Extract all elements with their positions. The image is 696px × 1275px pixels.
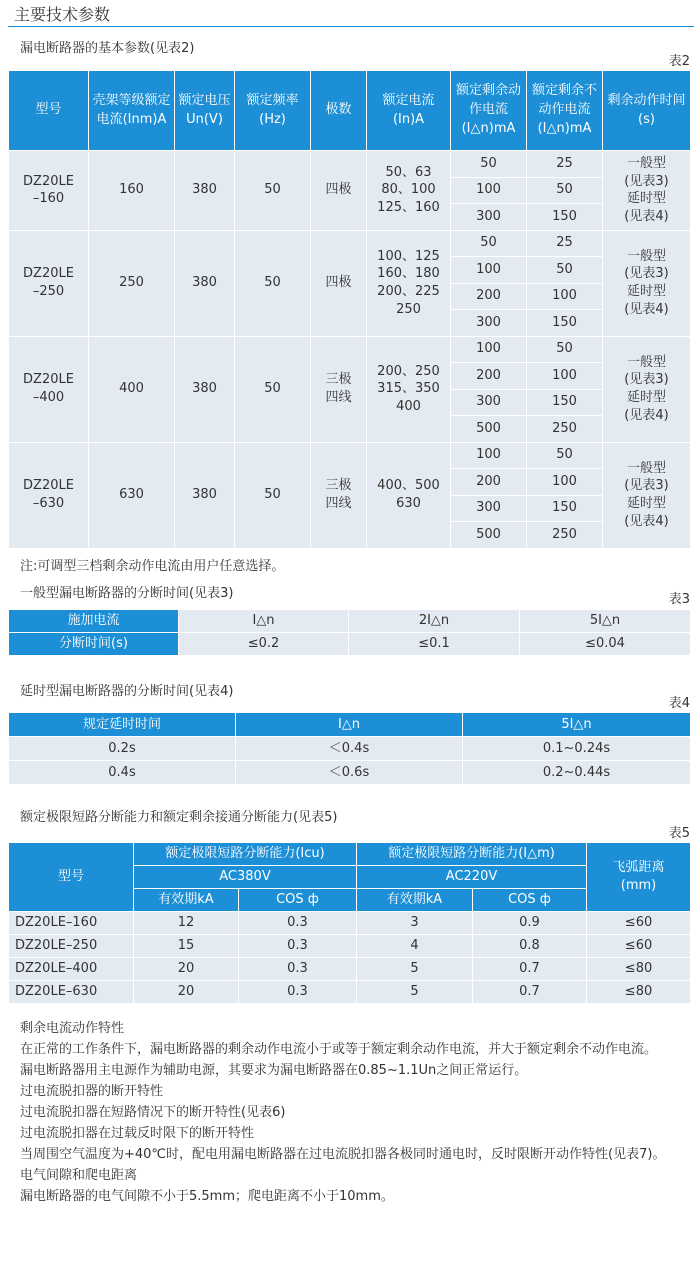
- t4-cell: 0.2s: [9, 737, 236, 761]
- t5-cell: 3: [357, 912, 473, 935]
- title-divider: [8, 26, 694, 27]
- t2-cell-model: DZ20LE –250: [9, 230, 89, 336]
- t5-cell: 0.3: [239, 981, 357, 1004]
- paragraph: 电气间隙和爬电距离: [20, 1168, 138, 1183]
- t2-cell-residual-time: 一般型 (见表3) 延时型 (见表4): [603, 442, 691, 548]
- t2-cell-freq: 50: [235, 230, 311, 336]
- t5-header-ka2: 有效期kA: [357, 889, 473, 912]
- t2-header-voltage: 额定电压Un(V): [175, 71, 235, 151]
- t2-cell-model: DZ20LE –160: [9, 151, 89, 231]
- t3-r2-c3: ≤0.04: [520, 633, 691, 656]
- t2-row: [9, 151, 691, 178]
- t5-cell: 20: [134, 981, 239, 1004]
- t3-r1-c3: 5I△n: [520, 610, 691, 633]
- t5-header-arc: 飞弧距离 (mm): [587, 843, 691, 912]
- t2-cell-residual-non-action: 100: [527, 363, 603, 390]
- t2-cell-residual-action: 500: [451, 522, 527, 549]
- t2-cell-poles: 三极 四线: [311, 442, 367, 548]
- t2-cell-freq: 50: [235, 442, 311, 548]
- table5: [8, 842, 691, 1004]
- paragraph: 漏电断路器的电气间隙不小于5.5mm；爬电距离不小于10mm。: [20, 1189, 394, 1204]
- t5-header-ac380: AC380V: [134, 866, 357, 889]
- t2-cell-residual-non-action: 50: [527, 336, 603, 363]
- t2-cell-poles: 四极: [311, 151, 367, 231]
- paragraph: 漏电断路器用主电源作为辅助电源，其要求为漏电断路器在0.85~1.1Un之间正常运行。: [20, 1063, 528, 1078]
- t2-cell-voltage: 380: [175, 442, 235, 548]
- t2-cell-current: 100、125 160、180 200、225 250: [367, 230, 451, 336]
- t5-cell: 5: [357, 981, 473, 1004]
- t2-cell-voltage: 380: [175, 151, 235, 231]
- table3: [8, 609, 691, 656]
- t2-cell-residual-non-action: 25: [527, 151, 603, 178]
- t2-cell-residual-action: 300: [451, 495, 527, 522]
- t2-cell-residual-action: 200: [451, 469, 527, 496]
- t2-header-residual-action: 额定剩余动作电流(I△n)mA: [451, 71, 527, 151]
- t2-cell-residual-action: 200: [451, 283, 527, 310]
- table4-body: [9, 737, 691, 785]
- t4-cell: 0.4s: [9, 761, 236, 785]
- t5-cell: 0.9: [473, 912, 587, 935]
- t5-header-cos2: COS ф: [473, 889, 587, 912]
- t2-cell-residual-non-action: 50: [527, 442, 603, 469]
- t2-cell-residual-non-action: 100: [527, 283, 603, 310]
- t2-header-residual-time: 剩余动作时间(s): [603, 71, 691, 151]
- t2-cell-residual-action: 100: [451, 177, 527, 204]
- t3-r2-c0: 分断时间(s): [9, 633, 179, 656]
- t5-header-ac220: AC220V: [357, 866, 587, 889]
- t4-cell: 0.1~0.24s: [463, 737, 691, 761]
- page-title: 主要技术参数: [14, 5, 111, 24]
- t3-r1-c0: 施加电流: [9, 610, 179, 633]
- t2-cell-residual-action: 500: [451, 416, 527, 443]
- t2-cell-residual-action: 50: [451, 151, 527, 178]
- t2-cell-residual-time: 一般型 (见表3) 延时型 (见表4): [603, 230, 691, 336]
- paragraph: 当周围空气温度为+40℃时，配电用漏电断路器在过电流脱扣器各极同时通电时，反时限断开动作特性(见表7)。: [20, 1147, 666, 1162]
- t5-cell: 0.7: [473, 958, 587, 981]
- t2-cell-residual-non-action: 150: [527, 204, 603, 231]
- t2-cell-freq: 50: [235, 336, 311, 442]
- description-text: [20, 1018, 686, 1207]
- t4-header-5idn: 5I△n: [463, 713, 691, 737]
- paragraph: 过电流脱扣器的断开特性: [20, 1084, 164, 1099]
- t2-cell-frame: 250: [89, 230, 175, 336]
- t5-cell: 0.3: [239, 912, 357, 935]
- paragraph: 过电流脱扣器在短路情况下的断开特性(见表6): [20, 1105, 286, 1120]
- t2-cell-frame: 160: [89, 151, 175, 231]
- t2-cell-residual-action: 100: [451, 442, 527, 469]
- t2-cell-freq: 50: [235, 151, 311, 231]
- t2-cell-residual-non-action: 250: [527, 416, 603, 443]
- paragraph: 过电流脱扣器在过载反时限下的断开特性: [20, 1126, 255, 1141]
- t5-cell: DZ20LE–160: [9, 912, 134, 935]
- t3-r2-c1: ≤0.2: [179, 633, 349, 656]
- t2-header-poles: 极数: [311, 71, 367, 151]
- t4-row: [9, 761, 691, 785]
- t2-cell-poles: 四极: [311, 230, 367, 336]
- t5-cell: ≤60: [587, 935, 691, 958]
- table2: [8, 70, 691, 549]
- t2-cell-frame: 400: [89, 336, 175, 442]
- t2-cell-model: DZ20LE –400: [9, 336, 89, 442]
- t4-header-idn: I△n: [236, 713, 463, 737]
- t2-cell-residual-non-action: 150: [527, 310, 603, 337]
- t2-cell-residual-action: 300: [451, 204, 527, 231]
- table4-caption: 延时型漏电断路器的分断时间(见表4): [20, 684, 234, 699]
- table2-note: 注:可调型三档剩余动作电流由用户任意选择。: [20, 559, 285, 574]
- t4-row: [9, 737, 691, 761]
- t3-r1-c1: I△n: [179, 610, 349, 633]
- t2-cell-model: DZ20LE –630: [9, 442, 89, 548]
- t2-cell-voltage: 380: [175, 230, 235, 336]
- t3-r2-c2: ≤0.1: [349, 633, 520, 656]
- t5-row: [9, 935, 691, 958]
- t2-cell-residual-time: 一般型 (见表3) 延时型 (见表4): [603, 336, 691, 442]
- table4-label: 表4: [668, 696, 690, 711]
- paragraph: 在正常的工作条件下，漏电断路器的剩余动作电流小于或等于额定剩余动作电流，并大于额定剩余不动作电流。: [20, 1042, 658, 1057]
- t2-cell-residual-action: 100: [451, 257, 527, 284]
- t2-cell-residual-non-action: 250: [527, 522, 603, 549]
- table5-label: 表5: [668, 826, 690, 841]
- t2-cell-voltage: 380: [175, 336, 235, 442]
- table3-label: 表3: [668, 592, 690, 607]
- t5-cell: ≤80: [587, 981, 691, 1004]
- t5-cell: DZ20LE–250: [9, 935, 134, 958]
- t5-cell: 4: [357, 935, 473, 958]
- t5-cell: 0.8: [473, 935, 587, 958]
- t2-cell-residual-action: 100: [451, 336, 527, 363]
- t5-header-im: 额定极限短路分断能力(I△m): [357, 843, 587, 866]
- t5-header-icu: 额定极限短路分断能力(Icu): [134, 843, 357, 866]
- table4: [8, 712, 691, 785]
- t2-cell-residual-action: 200: [451, 363, 527, 390]
- t2-header-model: 型号: [9, 71, 89, 151]
- t5-cell: 20: [134, 958, 239, 981]
- t2-cell-residual-time: 一般型 (见表3) 延时型 (见表4): [603, 151, 691, 231]
- t2-cell-residual-non-action: 25: [527, 230, 603, 257]
- t5-cell: 0.7: [473, 981, 587, 1004]
- t2-header-freq: 额定频率(Hz): [235, 71, 311, 151]
- t2-row: [9, 230, 691, 257]
- t2-cell-current: 400、500 630: [367, 442, 451, 548]
- t2-cell-residual-action: 50: [451, 230, 527, 257]
- t5-row: [9, 958, 691, 981]
- t2-cell-residual-non-action: 50: [527, 177, 603, 204]
- table5-body: [9, 912, 691, 1004]
- t2-cell-current: 200、250 315、350 400: [367, 336, 451, 442]
- t2-cell-residual-non-action: 150: [527, 389, 603, 416]
- t5-cell: DZ20LE–400: [9, 958, 134, 981]
- t2-cell-frame: 630: [89, 442, 175, 548]
- t2-cell-residual-non-action: 50: [527, 257, 603, 284]
- t5-cell: ≤80: [587, 958, 691, 981]
- table2-label: 表2: [668, 54, 690, 69]
- t2-row: [9, 336, 691, 363]
- t5-cell: 0.3: [239, 935, 357, 958]
- table3-caption: 一般型漏电断路器的分断时间(见表3): [20, 586, 234, 601]
- t2-cell-poles: 三极 四线: [311, 336, 367, 442]
- table2-body: [9, 151, 691, 549]
- t2-cell-residual-non-action: 100: [527, 469, 603, 496]
- t4-cell: ＜0.4s: [236, 737, 463, 761]
- t2-header-frame: 壳架等级额定电流(Inm)A: [89, 71, 175, 151]
- t4-cell: ＜0.6s: [236, 761, 463, 785]
- t5-row: [9, 981, 691, 1004]
- t5-cell: DZ20LE–630: [9, 981, 134, 1004]
- t5-cell: 5: [357, 958, 473, 981]
- t3-r1-c2: 2I△n: [349, 610, 520, 633]
- t2-header-residual-non-action: 额定剩余不动作电流(I△n)mA: [527, 71, 603, 151]
- t5-cell: 15: [134, 935, 239, 958]
- t5-cell: 12: [134, 912, 239, 935]
- t5-row: [9, 912, 691, 935]
- t5-header-model: 型号: [9, 843, 134, 912]
- paragraph: 剩余电流动作特性: [20, 1021, 125, 1036]
- t2-row: [9, 442, 691, 469]
- table5-caption: 额定极限短路分断能力和额定剩余接通分断能力(见表5): [20, 810, 338, 825]
- t2-cell-residual-action: 300: [451, 310, 527, 337]
- t5-header-cos1: COS ф: [239, 889, 357, 912]
- t2-cell-current: 50、63 80、100 125、160: [367, 151, 451, 231]
- t4-header-delay: 规定延时时间: [9, 713, 236, 737]
- t2-header-current: 额定电流(In)A: [367, 71, 451, 151]
- t2-cell-residual-non-action: 150: [527, 495, 603, 522]
- table2-caption: 漏电断路器的基本参数(见表2): [20, 41, 195, 56]
- t5-cell: 0.3: [239, 958, 357, 981]
- t5-header-ka1: 有效期kA: [134, 889, 239, 912]
- t5-cell: ≤60: [587, 912, 691, 935]
- t2-cell-residual-action: 300: [451, 389, 527, 416]
- t4-cell: 0.2~0.44s: [463, 761, 691, 785]
